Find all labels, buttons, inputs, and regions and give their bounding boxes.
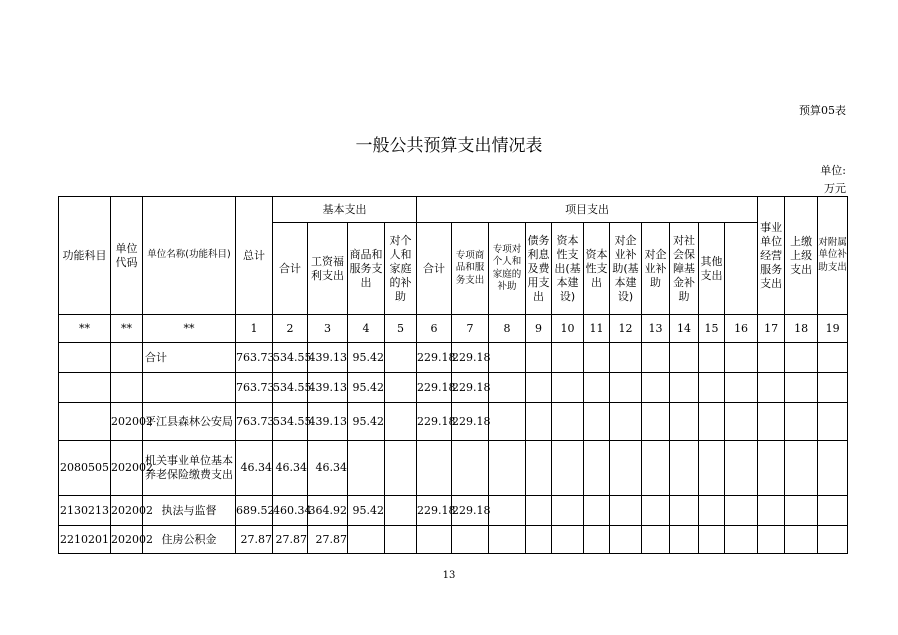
func-code-cell: 2130213 xyxy=(59,496,111,526)
index-cell: 7 xyxy=(452,315,489,343)
unit-name-cell: 合计 xyxy=(143,343,236,373)
header-total: 总计 xyxy=(236,197,273,315)
index-cell: 8 xyxy=(489,315,526,343)
page-number: 13 xyxy=(442,570,456,581)
goods-cell: 95.42 xyxy=(348,403,385,441)
goods-cell xyxy=(348,441,385,496)
basic-sum-cell: 27.87 xyxy=(273,526,308,554)
header-proj-sum: 合计 xyxy=(417,223,452,315)
header-basic: 基本支出 xyxy=(273,197,417,223)
header-func-code: 功能科目 xyxy=(59,197,111,315)
proj-sum-cell: 229.18 xyxy=(417,403,452,441)
index-cell: ** xyxy=(59,315,111,343)
unit-name-cell: 机关事业单位基本养老保险缴费支出 xyxy=(143,441,236,496)
goods-cell: 95.42 xyxy=(348,373,385,403)
goods-cell: 95.42 xyxy=(348,343,385,373)
header-other: 其他支出 xyxy=(699,223,725,315)
unit-name-cell: 平江县森林公安局 xyxy=(143,403,236,441)
unit-code-cell: 202002 xyxy=(111,526,143,554)
index-cell: 3 xyxy=(308,315,348,343)
family-cell xyxy=(385,343,417,373)
index-cell: 9 xyxy=(526,315,552,343)
index-cell: 1 xyxy=(236,315,273,343)
wages-cell: 439.13 xyxy=(308,403,348,441)
goods-cell xyxy=(348,526,385,554)
header-business: 事业单位经营服务支出 xyxy=(758,197,785,315)
index-cell: ** xyxy=(111,315,143,343)
basic-sum-cell: 534.55 xyxy=(273,343,308,373)
header-family: 对个人和家庭的补助 xyxy=(385,223,417,315)
unit-code-cell xyxy=(111,373,143,403)
header-goods: 商品和服务支出 xyxy=(348,223,385,315)
index-cell: 19 xyxy=(818,315,848,343)
header-basic-sum: 合计 xyxy=(273,223,308,315)
p-goods-cell: 229.18 xyxy=(452,403,489,441)
basic-sum-cell: 534.55 xyxy=(273,373,308,403)
table-row xyxy=(59,441,848,496)
index-cell: 11 xyxy=(584,315,610,343)
index-cell: 5 xyxy=(385,315,417,343)
index-cell: 12 xyxy=(610,315,642,343)
family-cell xyxy=(385,441,417,496)
table-row xyxy=(59,343,848,373)
index-cell: 18 xyxy=(785,315,818,343)
proj-sum-cell: 229.18 xyxy=(417,496,452,526)
budget-table xyxy=(58,196,848,554)
unit-name-cell: 住房公积金 xyxy=(143,526,236,554)
header-cap: 资本性支出 xyxy=(584,223,610,315)
p-goods-cell: 229.18 xyxy=(452,496,489,526)
family-cell xyxy=(385,373,417,403)
family-cell xyxy=(385,526,417,554)
table-row xyxy=(59,526,848,554)
unit-code-cell: 202002 xyxy=(111,441,143,496)
p-goods-cell xyxy=(452,526,489,554)
unit-code-cell: 202002 xyxy=(111,403,143,441)
total-cell: 27.87 xyxy=(236,526,273,554)
header-wages: 工资福利支出 xyxy=(308,223,348,315)
p-goods-cell xyxy=(452,441,489,496)
header-cap-build: 资本性支出(基本建设) xyxy=(552,223,584,315)
wages-cell: 439.13 xyxy=(308,343,348,373)
header-unit-name: 单位名称(功能科目) xyxy=(143,197,236,315)
family-cell xyxy=(385,496,417,526)
proj-sum-cell xyxy=(417,526,452,554)
header-unit-code: 单位代码 xyxy=(111,197,143,315)
header-debt: 债务利息及费用支出 xyxy=(526,223,552,315)
table-row xyxy=(59,403,848,441)
index-cell: 14 xyxy=(670,315,699,343)
basic-sum-cell: 46.34 xyxy=(273,441,308,496)
basic-sum-cell: 460.34 xyxy=(273,496,308,526)
total-cell: 763.73 xyxy=(236,403,273,441)
wages-cell: 439.13 xyxy=(308,373,348,403)
header-p-family: 专项对个人和家庭的补助 xyxy=(489,223,526,315)
table-row xyxy=(59,373,848,403)
unit-name-cell xyxy=(143,373,236,403)
total-cell: 46.34 xyxy=(236,441,273,496)
wages-cell: 46.34 xyxy=(308,441,348,496)
proj-sum-cell xyxy=(417,441,452,496)
index-cell: 15 xyxy=(699,315,725,343)
table-row xyxy=(59,496,848,526)
basic-sum-cell: 534.55 xyxy=(273,403,308,441)
p-goods-cell: 229.18 xyxy=(452,343,489,373)
unit-label: 单位: xyxy=(820,164,846,177)
page-title: 一般公共预算支出情况表 xyxy=(355,136,543,156)
index-cell: 4 xyxy=(348,315,385,343)
index-cell: 13 xyxy=(642,315,670,343)
header-project: 项目支出 xyxy=(417,197,758,223)
family-cell xyxy=(385,403,417,441)
form-number: 预算05表 xyxy=(799,104,846,117)
p-goods-cell: 229.18 xyxy=(452,373,489,403)
index-cell: 2 xyxy=(273,315,308,343)
func-code-cell xyxy=(59,373,111,403)
wages-cell: 27.87 xyxy=(308,526,348,554)
total-cell: 763.73 xyxy=(236,373,273,403)
header-ent: 对企业补助 xyxy=(642,223,670,315)
index-cell: ** xyxy=(143,315,236,343)
unit-name-cell: 执法与监督 xyxy=(143,496,236,526)
header-ent-build: 对企业补助(基本建设) xyxy=(610,223,642,315)
unit-code-cell xyxy=(111,343,143,373)
header-upper: 上缴上级支出 xyxy=(785,197,818,315)
header-subsidiary: 对附属单位补助支出 xyxy=(818,197,848,315)
unit-value: 万元 xyxy=(824,182,846,195)
func-code-cell: 2080505 xyxy=(59,441,111,496)
index-cell: 17 xyxy=(758,315,785,343)
wages-cell: 364.92 xyxy=(308,496,348,526)
index-cell: 10 xyxy=(552,315,584,343)
index-row xyxy=(59,315,848,343)
total-cell: 763.73 xyxy=(236,343,273,373)
unit-code-cell: 202002 xyxy=(111,496,143,526)
header-p-goods: 专项商品和服务支出 xyxy=(452,223,489,315)
func-code-cell: 2210201 xyxy=(59,526,111,554)
proj-sum-cell: 229.18 xyxy=(417,373,452,403)
func-code-cell xyxy=(59,343,111,373)
proj-sum-cell: 229.18 xyxy=(417,343,452,373)
total-cell: 689.52 xyxy=(236,496,273,526)
goods-cell: 95.42 xyxy=(348,496,385,526)
func-code-cell xyxy=(59,403,111,441)
index-cell: 16 xyxy=(725,315,758,343)
header-social: 对社会保障基金补助 xyxy=(670,223,699,315)
index-cell: 6 xyxy=(417,315,452,343)
